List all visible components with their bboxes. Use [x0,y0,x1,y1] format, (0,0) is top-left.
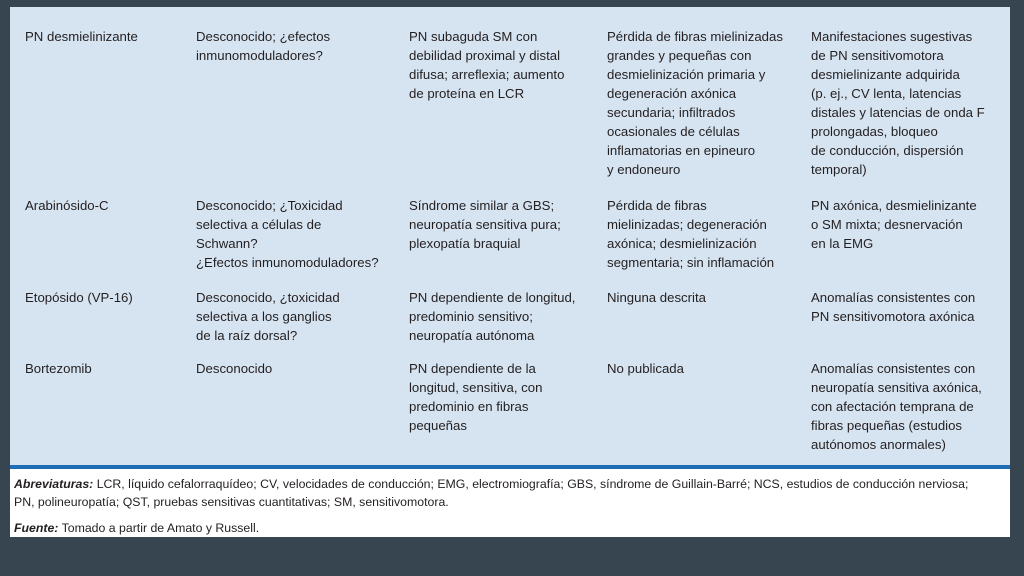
pathology-cell: No publicada [607,361,684,376]
ncs-cell: PN axónica, desmielinizante o SM mixta; desnervación en la EMG [811,198,977,251]
table-page [10,7,1010,537]
mechanism-cell: Desconocido, ¿toxicidad selectiva a los ganglios de la raíz dorsal? [196,290,340,343]
mechanism-cell: Desconocido; ¿Toxicidad selectiva a células de Schwann? ¿Efectos inmunomoduladores? [196,198,379,270]
source-label: Fuente: [14,521,59,535]
table-row [10,353,1010,465]
agent-cell: PN desmielinizante [25,29,138,44]
ncs-cell: Manifestaciones sugestivas de PN sensitivomotora desmielinizante adquirida (p. ej., CV lenta, latencias distales y latencias de onda F prolongadas, bloqueo de conducción, dispersión temporal) [811,29,985,177]
mechanism-cell: Desconocido; ¿efectos inmunomoduladores? [196,29,331,63]
agent-cell: Etopósido (VP-16) [25,290,133,305]
mechanism-cell: Desconocido [196,361,273,376]
clinical-cell: Síndrome similar a GBS; neuropatía sensitiva pura; plexopatía braquial [409,198,561,251]
pathology-cell: Pérdida de fibras mielinizadas; degeneración axónica; desmielinización segmentaria; sin inflamación [607,198,775,270]
agent-cell: Bortezomib [25,361,92,376]
pathology-cell: Ninguna descrita [607,290,706,305]
clinical-cell: PN subaguda SM con debilidad proximal y distal difusa; arreflexia; aumento de proteína en LCR [409,29,565,101]
table-row [10,191,1010,284]
table-row [10,7,1010,192]
abbreviations-label: Abreviaturas: [14,477,94,491]
ncs-cell: Anomalías consistentes con neuropatía sensitiva axónica, con afectación temprana de fibras pequeñas (estudios autónomos anormales) [811,361,982,452]
source-text: Tomado a partir de Amato y Russell. [58,521,260,535]
clinical-cell: PN dependiente de la longitud, sensitiva, con predominio en fibras pequeñas [409,361,543,433]
abbreviations-note [14,475,1004,511]
table-row [10,283,1010,354]
abbreviations-text: LCR, líquido cefalorraquídeo; CV, velocidades de conducción; EMG, electromiografía; GBS, síndrome de Guillain-Barré; NCS, estudios de conducción nerviosa; PN, polineuropatía; QST, pruebas sensitivas cuantitativas; SM, sensitivomotora. [14,477,969,509]
source-note [14,519,1004,537]
ncs-cell: Anomalías consistentes con PN sensitivomotora axónica [811,290,976,324]
pathology-cell: Pérdida de fibras mielinizadas grandes y pequeñas con desmielinización primaria y degeneración axónica secundaria; infiltrados ocasionales de células inflamatorias en epineuro y endoneuro [607,29,783,177]
table-bottom-rule [10,465,1010,469]
agent-cell: Arabinósido-C [25,198,109,213]
clinical-cell: PN dependiente de longitud, predominio sensitivo; neuropatía autónoma [409,290,576,343]
